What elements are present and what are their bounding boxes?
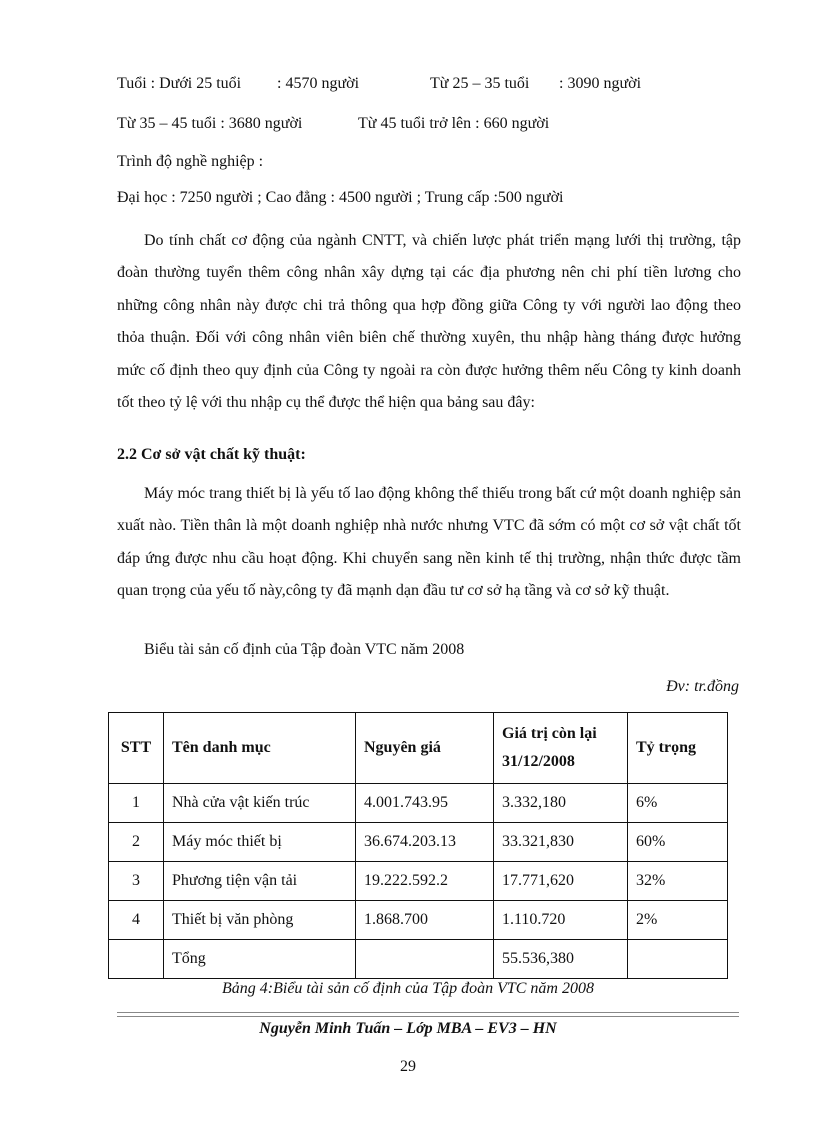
table-row	[109, 901, 728, 940]
page-number: 29	[400, 1058, 416, 1075]
age-25-35-label: Từ 25 – 35 tuổi	[430, 75, 530, 92]
cell-proportion	[628, 940, 728, 979]
header-proportion: Tỷ trọng	[628, 713, 728, 784]
header-name: Tên danh mục	[164, 713, 356, 784]
cell-proportion: 6%	[628, 784, 728, 823]
unit-label: Đv: tr.đồng	[666, 678, 739, 695]
cell-proportion: 2%	[628, 901, 728, 940]
cell-name: Máy móc thiết bị	[164, 823, 356, 862]
paragraph-salary-text: Do tính chất cơ động của ngành CNTT, và chiến lược phát triển mạng lưới thị trường, tập đoàn thường tuyển thêm công nhân xây dựng tại các địa phương nên chi phí tiền lương cho những công nhân này được chi trả thông qua hợp đồng giữa Công ty với người lao động theo thỏa thuận. Đối với công nhân viên biên chế thường xuyên, thu nhập hàng tháng được hưởng mức cố định theo quy định của Công ty ngoài ra còn được hưởng thêm nếu Công ty kinh doanh tốt theo tỷ lệ với thu nhập cụ thể được thể hiện qua bảng sau đây:	[117, 232, 741, 412]
footer-divider	[117, 1012, 739, 1017]
age-25-35-value: : 3090 người	[559, 75, 642, 92]
table-row	[109, 823, 728, 862]
cell-stt: 1	[109, 784, 164, 823]
cell-name: Thiết bị văn phòng	[164, 901, 356, 940]
header-stt: STT	[109, 713, 164, 784]
cell-remaining-value: 17.771,620	[494, 862, 628, 901]
cell-remaining-value: 55.536,380	[494, 940, 628, 979]
section-heading: 2.2 Cơ sở vật chất kỹ thuật:	[117, 446, 306, 463]
table-header-row	[109, 713, 728, 784]
footer-author: Nguyễn Minh Tuấn – Lớp MBA – EV3 – HN	[259, 1020, 557, 1037]
cell-remaining-value: 33.321,830	[494, 823, 628, 862]
cell-remaining-value: 3.332,180	[494, 784, 628, 823]
cell-name: Phương tiện vận tải	[164, 862, 356, 901]
table-row	[109, 862, 728, 901]
cell-stt	[109, 940, 164, 979]
paragraph-facilities-text: Máy móc trang thiết bị là yếu tố lao động không thể thiếu trong bất cứ một doanh nghiệp sản xuất nào. Tiền thân là một doanh nghiệp nhà nước nhưng VTC đã sớm có một cơ sở vật chất tốt đáp ứng được nhu cầu hoạt động. Khi chuyển sang nền kinh tế thị trường, nhận thức được tầm quan trọng của yếu tố này,công ty đã mạnh dạn đầu tư cơ sở hạ tầng và cơ sở kỹ thuật.	[117, 485, 741, 600]
cell-proportion: 60%	[628, 823, 728, 862]
cell-name: Tổng	[164, 940, 356, 979]
fixed-assets-table	[108, 712, 728, 979]
table-row	[109, 784, 728, 823]
cell-original-value: 4.001.743.95	[356, 784, 494, 823]
table-total-row	[109, 940, 728, 979]
table-intro: Biểu tài sản cố định của Tập đoàn VTC năm 2008	[144, 641, 465, 658]
age-over45: Từ 45 tuổi trở lên : 660 người	[358, 115, 550, 132]
header-remaining-value: Giá trị còn lại 31/12/2008	[494, 713, 628, 784]
cell-original-value: 19.222.592.2	[356, 862, 494, 901]
paragraph-salary	[117, 225, 741, 419]
education-title: Trình độ nghề nghiệp :	[117, 153, 264, 170]
paragraph-facilities	[117, 478, 741, 608]
cell-original-value	[356, 940, 494, 979]
age-35-45: Từ 35 – 45 tuổi : 3680 người	[117, 115, 303, 132]
cell-original-value: 36.674.203.13	[356, 823, 494, 862]
table-caption: Bảng 4:Biểu tài sản cố định của Tập đoàn VTC năm 2008	[222, 980, 594, 997]
cell-name: Nhà cửa vật kiến trúc	[164, 784, 356, 823]
education-line: Đại học : 7250 người ; Cao đẳng : 4500 người ; Trung cấp :500 người	[117, 189, 564, 206]
cell-stt: 4	[109, 901, 164, 940]
header-original-value: Nguyên giá	[356, 713, 494, 784]
age-under25-value: : 4570 người	[277, 75, 360, 92]
cell-proportion: 32%	[628, 862, 728, 901]
age-under25-label: Tuổi : Dưới 25 tuổi	[117, 75, 242, 92]
cell-stt: 3	[109, 862, 164, 901]
cell-original-value: 1.868.700	[356, 901, 494, 940]
cell-remaining-value: 1.110.720	[494, 901, 628, 940]
cell-stt: 2	[109, 823, 164, 862]
